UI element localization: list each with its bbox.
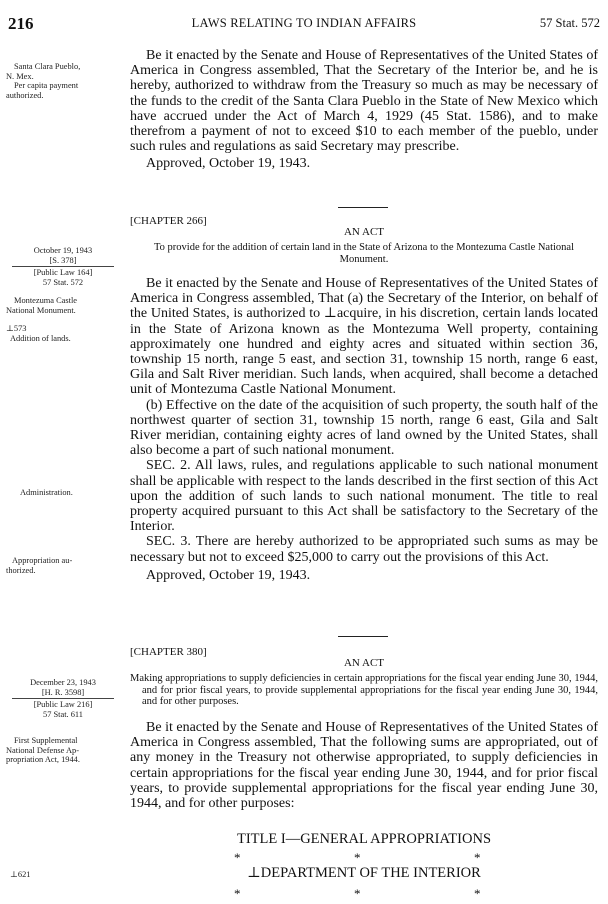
act-description: To provide for the addition of certain land in the State of Arizona to the Montezuma Castle National Monument. <box>153 242 575 265</box>
stat-reference: 57 Stat. 572 <box>539 16 600 30</box>
approved-line: Approved, October 19, 1943. <box>146 567 311 583</box>
page-number: 216 <box>8 14 34 33</box>
enacting-paragraph: Be it enacted by the Senate and House of Representatives of the United States of America in Congress assembled, That the Secretary of the Interior be, and he is hereby, authorized to withdraw from the Treasury so much as may be necessary of the funds to the credit of the Santa Clara Pueblo in the State of New Mexico which have accrued under the Act of March 4, 1929 (45 Stat. 1586), and to make therefrom a payment of not to exceed $10 to each member of the pueblo, under such rules and regulations as said Secretary may prescribe. <box>130 48 598 155</box>
title-heading: TITLE I—GENERAL APPROPRIATIONS <box>236 831 492 847</box>
chapter-380-body <box>130 720 598 811</box>
act-heading: AN ACT <box>343 657 385 670</box>
act-heading: AN ACT <box>343 226 385 239</box>
section-2-paragraph: SEC. 2. All laws, rules, and regulations applicable to such national monument shall be applicable with respect to the lands described in the first section of this Act upon the addition of such lands to such national monument. The title to real property acquired pursuant to this Act shall be satisfactory to the Secretary of the Interior. <box>130 458 598 535</box>
margin-chapter-380-reference: December 23, 1943 [H. R. 3598] [Public Law 216] 57 Stat. 611 <box>6 678 120 719</box>
chapter-380 <box>130 647 598 707</box>
act-description: Making appropriations to supply deficiencies in certain appropriations for the fiscal year ending June 30, 1944, and for prior fiscal years, to provide supplemental appropriations for the fiscal year ending June 30, 1944, and for other purposes. <box>130 673 598 707</box>
chapter-266 <box>130 216 598 265</box>
margin-note-santa-clara: Santa Clara Pueblo, N. Mex. Per capita payment authorized. <box>6 62 81 100</box>
enacting-paragraph: Be it enacted by the Senate and House of Representatives of the United States of America in Congress assembled, That the following sums are appropriated, out of any money in the Treasury not otherwise appropriated, to supply deficiencies in certain appropriations for the fiscal year ending June 30, 1944, and for prior fiscal years, to provide supplemental appropriations for the fiscal year ending June 30, 1944, and for other purposes: <box>130 720 598 812</box>
running-title: LAWS RELATING TO INDIAN AFFAIRS <box>191 16 417 30</box>
section-1b-paragraph: (b) Effective on the date of the acquisition of such property, the south half of the northwest quarter of section 31, township 15 north, range 6 east, Gila and Salt River meridian, containing eighty acres of land owned by the United States, shall also become a part of such national monument. <box>130 397 598 459</box>
section-1-paragraph: Be it enacted by the Senate and House of Representatives of the United States of America in Congress assembled, That (a) the Secretary of the Interior, on behalf of the United States, is authorized to ⊥acquire, in his discretion, certain lands located in the State of Arizona known as the Montezuma Well property, containing approximately one hundred and eighty acres and situated within section 36, township 15 north, range 5 east, and section 31, township 15 north, range 6 east, Gila and Salt River meridian. Such lands, when acquired, shall become a detached unit of Montezuma Castle National Monument. <box>130 276 598 398</box>
department-heading: ⊥DEPARTMENT OF THE INTERIOR <box>247 865 481 881</box>
margin-first-supplemental: First Supplemental National Defense Ap- propriation Act, 1944. <box>6 736 80 765</box>
margin-montezuma-castle: Montezuma Castle National Monument. <box>6 296 78 315</box>
margin-administration: Administration. <box>20 488 73 497</box>
margin-rule <box>12 698 114 699</box>
chapter-266-body <box>130 276 598 583</box>
margin-chapter-266-reference: October 19, 1943 [S. 378] [Public Law 164] 57 Stat. 572 <box>6 246 120 287</box>
chapter-number: [CHAPTER 380] <box>130 646 207 658</box>
section-divider <box>338 636 388 637</box>
chapter-number: [CHAPTER 266] <box>130 215 207 227</box>
page-header <box>8 14 600 34</box>
section-santa-clara <box>130 48 598 172</box>
margin-appropriation-authorized: Appropriation au- thorized. <box>6 556 73 575</box>
margin-page-marker: ⊥621 <box>10 870 31 879</box>
margin-rule <box>12 266 114 267</box>
margin-addition-of-lands: ⊥573 Addition of lands. <box>6 324 71 343</box>
section-3-paragraph: SEC. 3. There are hereby authorized to be appropriated such sums as may be necessary but not to exceed $25,000 to carry out the provisions of this Act. <box>130 534 598 565</box>
approved-line: Approved, October 19, 1943. <box>146 156 311 172</box>
section-divider <box>338 207 388 208</box>
